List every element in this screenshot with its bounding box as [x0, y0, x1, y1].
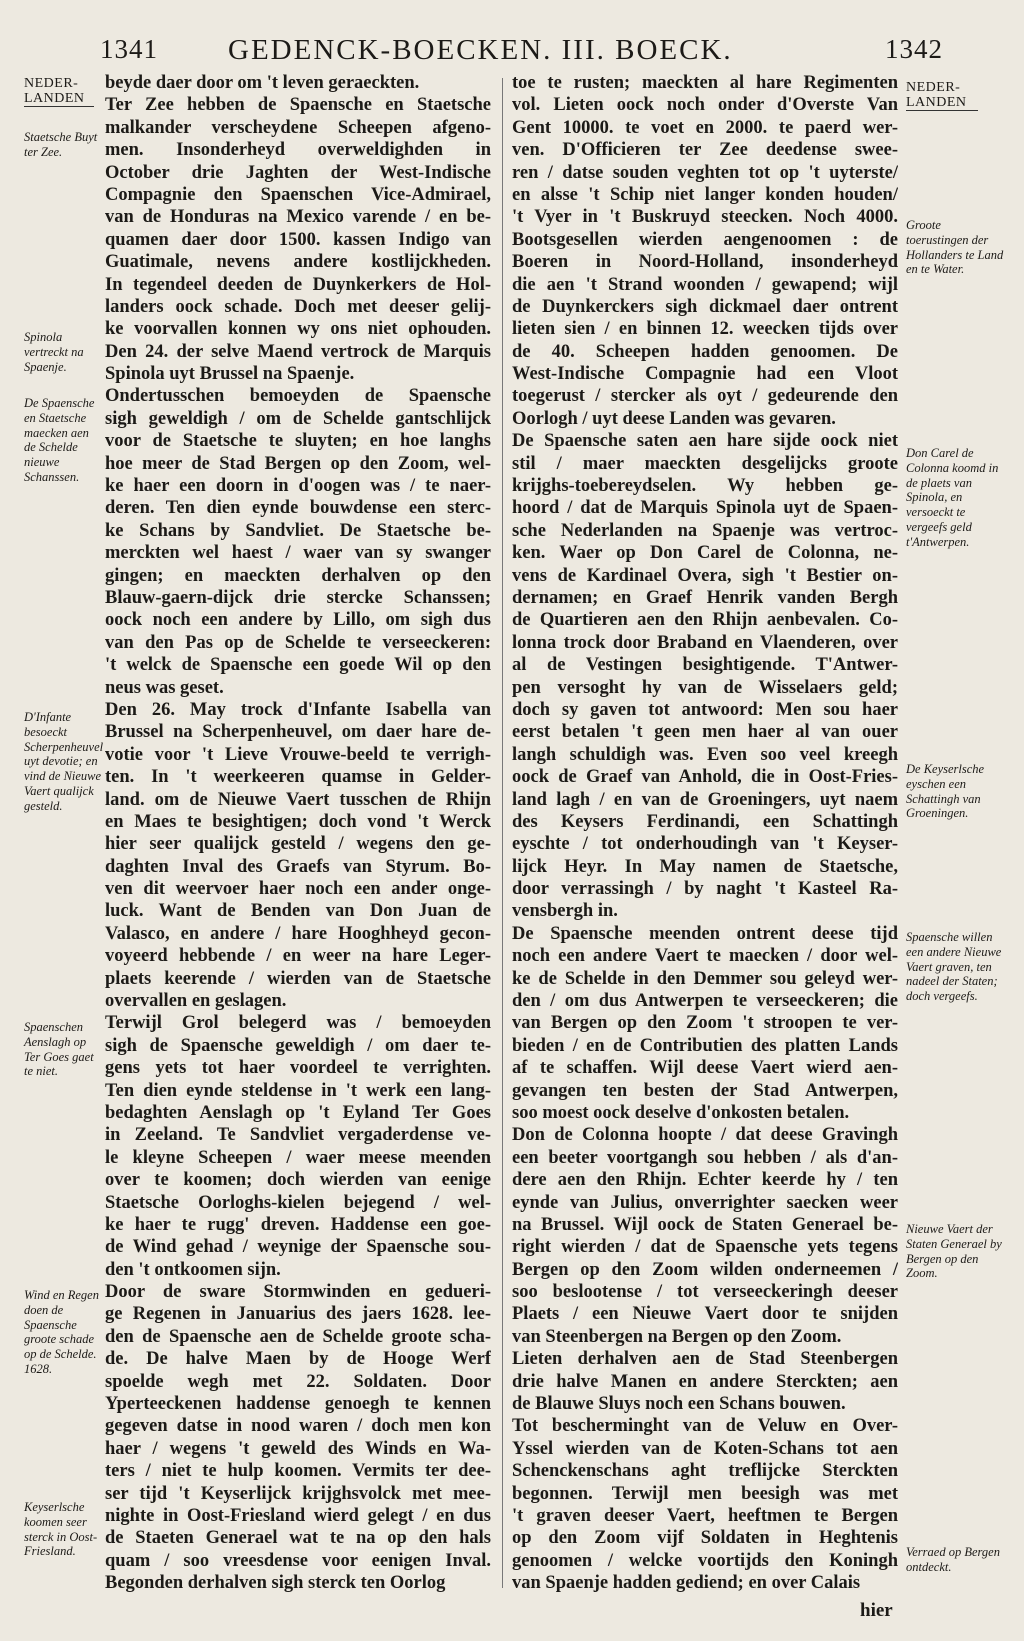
- text-line: ven. D'Officieren ter Zee deedense swee-: [512, 140, 898, 161]
- text-line: ge Regenen in Januarius des jaers 1628. lee-: [105, 1304, 491, 1325]
- text-line: ren / datse souden veghten tot op 't uyterste/: [512, 162, 898, 183]
- text-line: De Spaensche saten aen hare sijde oock niet: [512, 431, 898, 452]
- text-line: Begonden derhalven sigh sterck ten Oorlog: [105, 1573, 446, 1594]
- margin-note-left: Keyserlsche koomen seer sterck in Oost-Friesland.: [24, 1500, 98, 1559]
- text-line: af te schaffen. Wijl deese Vaert wierd aen-: [512, 1058, 898, 1079]
- text-line: van den Pas op de Schelde te verseeckeren:: [105, 632, 491, 653]
- text-line: Spinola uyt Brussel na Spaenje.: [105, 364, 355, 385]
- text-line: vensbergh in.: [512, 901, 618, 922]
- text-line: de Wind gehad / weynige der Spaensche sou-: [105, 1237, 491, 1258]
- text-line: hoord / dat de Marquis Spinola uyt de Spaen-: [512, 498, 898, 519]
- text-line: den 't ontkoomen sijn.: [105, 1259, 281, 1280]
- text-line: drie halve Manen en andere Sterckten; aen: [512, 1371, 898, 1392]
- margin-note-left: Spinola vertreckt na Spaenje.: [24, 330, 84, 374]
- text-line: Staetsche Oorloghs-kielen bejegend / wel-: [105, 1192, 491, 1213]
- text-line: bieden / en de Contributien des platten Lands: [512, 1035, 898, 1056]
- text-line: krijghs-toebereydselen. Wy hebben ge-: [512, 476, 898, 497]
- text-line: Valasco, en andere / hare Hooghheyd gecon-: [105, 923, 491, 944]
- text-line: In tegendeel deeden de Duynkerkers de Hol-: [105, 274, 491, 295]
- text-line: beyde daer door om 't leven geraeckten.: [105, 73, 420, 93]
- text-line: genoomen / welcke voortijds den Koningh: [512, 1550, 898, 1571]
- text-line: deren. Ten dien eynde bouwdense een sterc-: [105, 498, 491, 519]
- text-line: Oorlogh / uyt deese Landen was gevaren.: [512, 408, 836, 429]
- text-line: des Keysers Ferdinandi, een Schattingh: [512, 811, 898, 832]
- margin-note-right: Groote toerustingen der Hollanders te Land en te Water.: [906, 218, 1004, 277]
- text-line: 't Vyer in 't Buskruyd steecken. Noch 4000.: [512, 207, 898, 228]
- text-line: West-Indische Compagnie had een Vloot: [512, 364, 898, 385]
- text-line: oock de Graef van Anhold, die in Oost-Fries-: [512, 767, 898, 788]
- text-line: le kleyne Scheepen / waer meese meenden: [105, 1147, 491, 1168]
- text-line: Brussel na Scherpenheuvel, om daer hare de-: [105, 722, 491, 743]
- text-line: voyeerd hebbende / en weer na hare Leger-: [105, 946, 491, 967]
- text-line: land. om de Nieuwe Vaert tusschen de Rhijn: [105, 789, 491, 810]
- text-line: ters / niet te hulp koomen. Vermits ter dee-: [105, 1461, 491, 1482]
- text-line: dere aen den Rhijn. Echter keerde hy / ten: [512, 1170, 898, 1191]
- text-line: eerst betalen 't geen men haer al van ouer: [512, 722, 898, 743]
- text-line: Gent 10000. te voet en 2000. te paerd wer-: [512, 117, 898, 138]
- text-line: Yssel wierden van de Koten-Schans tot aen: [512, 1438, 898, 1459]
- text-line: doch sy gaven tot antwoord: Men sou haer: [512, 699, 898, 720]
- text-line: van Steenbergen na Bergen op den Zoom.: [512, 1326, 842, 1347]
- text-line: de. De halve Maen by de Hooge Werf: [105, 1349, 491, 1370]
- text-line: begonnen. Terwijl men beesigh was met: [512, 1483, 898, 1504]
- text-line: gens yets tot haer voordeel te verrighten.: [105, 1058, 491, 1079]
- text-line: lieten sien / en binnen 12. weecken tijds over: [512, 319, 898, 340]
- text-line: bedaghten Aenslagh op 't Eyland Ter Goes: [105, 1102, 491, 1123]
- text-line: Ten dien eynde steldense in 't werk een lang-: [105, 1080, 491, 1101]
- margin-note-left: D'Infante besoeckt Scherpenheuvel uyt devotie; en vind de Nieuwe Vaert qualijck gesteld.: [24, 710, 104, 813]
- text-line: ser tijd 't Keyserlijck krijghsvolck met mee-: [105, 1483, 491, 1504]
- catchword: hier: [860, 1600, 893, 1621]
- text-line: lonna trock door Braband en Vlaenderen, over: [512, 632, 898, 653]
- text-line: soo beslootense / tot verseeckeringh deeser: [512, 1282, 898, 1303]
- text-line: Bergen op den Zoom wilden onderneemen /: [512, 1259, 898, 1280]
- text-line: Ondertusschen bemoeyden de Spaensche: [105, 386, 491, 407]
- text-line: Guatimale, nevens andere kostlijckheden.: [105, 252, 491, 273]
- text-line: die aen 't Strand woonden / gewapend; wijl: [512, 274, 898, 295]
- text-line: Den 26. May trock d'Infante Isabella van: [105, 699, 491, 720]
- text-line: toegerust / stercker als oyt / gedeurende den: [512, 386, 898, 407]
- text-line: stil / maer maeckten desgelijcks groote: [512, 453, 898, 474]
- text-line: gingen; en maeckten derhalven op den: [105, 565, 491, 586]
- text-line: en Maes te besightigen; doch vond 't Werck: [105, 811, 491, 832]
- text-line: de Staeten Generael wat te na op den hals: [105, 1528, 491, 1549]
- text-line: Tot bescherminght van de Veluw en Over-: [512, 1416, 898, 1437]
- text-line: vol. Lieten oock noch onder d'Overste Van: [512, 95, 898, 116]
- text-line: ke voorvallen konnen wy ons niet ophouden.: [105, 319, 491, 340]
- text-line: soo moest oock deselve d'onkosten betalen.: [512, 1102, 850, 1123]
- text-line: ven dit weervoer haer noch een ander onge-: [105, 879, 491, 900]
- text-line: van de Honduras na Mexico varende / en be-: [105, 207, 491, 228]
- text-line: malkander verscheydene Scheepen afgeno-: [105, 117, 491, 138]
- text-line: eynde van Julius, onverrighter saecken weer: [512, 1192, 898, 1213]
- text-line: 't welck de Spaensche een goede Wil op den: [105, 655, 491, 676]
- text-line: spoelde wegh met 22. Soldaten. Door: [105, 1371, 491, 1392]
- text-line: door verrassingh / by naght 't Kasteel Ra-: [512, 879, 898, 900]
- text-line: ke haer te rugg' dreven. Haddense een goe-: [105, 1214, 491, 1235]
- text-line: oock noch een andere by Lillo, om sigh dus: [105, 610, 491, 631]
- text-line: al de Vestingen besightigende. T'Antwer-: [512, 655, 898, 676]
- margin-note-left: Spaenschen Aenslagh op Ter Goes gaet te niet.: [24, 1020, 94, 1079]
- text-line: right wierden / dat de Spaensche yets tegens: [512, 1237, 898, 1258]
- text-line: haer / wegens 't geweld des Winds en Wa-: [105, 1438, 491, 1459]
- text-line: hoe meer de Stad Bergen op den Zoom, wel-: [105, 453, 491, 474]
- text-line: Schenckenschans aght treflijcke Sterckten: [512, 1461, 898, 1482]
- section-label-left: NEDER-LANDEN: [24, 76, 94, 107]
- text-line: Lieten derhalven aen de Stad Steenbergen: [512, 1349, 898, 1370]
- text-line: Ter Zee hebben de Spaensche en Staetsche: [105, 95, 491, 116]
- page-number-right: 1342: [885, 34, 943, 64]
- margin-note-left: De Spaensche en Staetsche maecken aen de Schelde nieuwe Schanssen.: [24, 396, 95, 484]
- text-line: toe te rusten; maeckten al hare Regimenten: [512, 73, 898, 93]
- text-line: men. Insonderheyd overweldighden in: [105, 140, 491, 161]
- text-line: gegeven datse in nood waren / doch men kon: [105, 1416, 491, 1437]
- margin-note-right: De Keyserlsche eyschen een Schattingh van Groeningen.: [906, 762, 985, 821]
- text-line: land lagh / en van de Groeningers, uyt naem: [512, 789, 898, 810]
- margin-note-right: Spaensche willen een andere Nieuwe Vaert graven, ten nadeel der Staten; doch vergeefs.: [906, 930, 1002, 1004]
- text-line: luck. Want de Benden van Don Juan de: [105, 901, 491, 922]
- text-line: langh schuldigh was. Even soo veel kreegh: [512, 744, 898, 765]
- text-line: Blauw-gaern-dijck drie stercke Schanssen;: [105, 587, 491, 608]
- text-line: ke haer een doorn in d'oogen was / te naer-: [105, 476, 491, 497]
- text-line: Plaets / een Nieuwe Vaert door te snijden: [512, 1304, 898, 1325]
- text-line: sigh geweldigh / om de Schelde gantschlijck: [105, 408, 491, 429]
- text-line: over te koomen; doch wierden van eenige: [105, 1170, 491, 1191]
- text-line: na Brussel. Wijl oock de Staten Generael be-: [512, 1214, 898, 1235]
- text-line: en alsse 't Schip niet langer konden houden/: [512, 184, 898, 205]
- text-line: eyschte / tot onderhoudingh van 't Keyser-: [512, 834, 898, 855]
- text-line: quam / soo vreesdense voor eenigen Inval.: [105, 1550, 491, 1571]
- text-line: votie voor 't Lieve Vrouwe-beeld te verrigh-: [105, 744, 491, 765]
- text-line: hier seer qualijck gesteld / wegens den ge-: [105, 834, 491, 855]
- text-line: Compagnie den Spaenschen Vice-Admirael,: [105, 184, 491, 205]
- text-line: een beeter voortgangh sou hebben / als d'an-: [512, 1147, 898, 1168]
- text-line: Terwijl Grol belegerd was / bemoeyden: [105, 1013, 491, 1034]
- text-line: nighte in Oost-Friesland wierd gelegt / en dus: [105, 1506, 491, 1526]
- section-label-right: NEDER-LANDEN: [906, 80, 978, 111]
- text-line: Boeren in Noord-Holland, insonderheyd: [512, 252, 898, 273]
- right-text-column: [512, 72, 898, 1595]
- left-text-column: [105, 72, 491, 1595]
- text-line: voor de Staetsche te sluyten; en hoe langhs: [105, 431, 491, 452]
- text-line: overvallen en geslagen.: [105, 991, 287, 1012]
- column-divider: [502, 78, 503, 1588]
- text-line: Don de Colonna hoopte / dat deese Gravingh: [512, 1125, 898, 1146]
- text-line: de Duynkerckers sigh dickmael daer ontrent: [512, 296, 898, 317]
- text-line: op den Zoom vijf Soldaten in Heghtenis: [512, 1528, 898, 1549]
- text-line: den / om dus Antwerpen te verseeckeren; die: [512, 991, 898, 1012]
- text-line: landers oock schade. Doch met deeser gelij-: [105, 296, 491, 317]
- text-line: De Spaensche meenden ontrent deese tijd: [512, 923, 898, 944]
- text-line: daghten Inval des Graefs van Styrum. Bo-: [105, 856, 491, 877]
- text-line: October drie Jaghten der West-Indische: [105, 162, 491, 183]
- text-line: de Quartieren aen den Rhijn aenbevalen. Co-: [512, 610, 898, 631]
- text-line: 't graven deeser Vaert, heeftmen te Bergen: [512, 1506, 898, 1526]
- margin-note-right: Don Carel de Colonna koomd in de plaets van Spinola, en versoeckt te vergeefs geld t'Antwerpen.: [906, 446, 999, 549]
- text-line: ten. In 't weerkeeren quamse in Gelder-: [105, 767, 491, 788]
- text-line: dernamen; en Graef Henrik vanden Bergh: [512, 587, 898, 608]
- text-line: van Bergen op den Zoom 't stroopen te ver-: [512, 1013, 898, 1034]
- margin-note-left: Staetsche Buyt ter Zee.: [24, 130, 98, 159]
- text-line: van Spaenje hadden gediend; en over Calais: [512, 1573, 861, 1594]
- text-line: merckten wel haest / waer van sy swanger: [105, 543, 491, 564]
- text-line: sche Nederlanden na Spaenje was vertroc-: [512, 520, 898, 541]
- text-line: de Blauwe Sluys noch een Schans bouwen.: [512, 1394, 846, 1415]
- text-line: in Zeeland. Te Sandvliet vergaderdense ve-: [105, 1125, 491, 1146]
- text-line: vens de Kardinael Overa, sigh 't Bestier on-: [512, 565, 898, 586]
- text-line: lijck Heyr. In May namen de Staetsche,: [512, 856, 898, 877]
- text-line: gevangen ten besten der Stad Antwerpen,: [512, 1080, 898, 1101]
- text-line: plaets keerende / wierden van de Staetsche: [105, 968, 491, 989]
- text-line: pen versoght hy van de Wisselaers geld;: [512, 677, 898, 698]
- text-line: Yperteeckenen haddense genoegh te kennen: [105, 1394, 491, 1415]
- text-line: quamen daer door 1500. kassen Indigo van: [105, 229, 491, 250]
- margin-note-right: Verraed op Bergen ontdeckt.: [906, 1545, 1000, 1574]
- running-title: GEDENCK-BOECKEN. III. BOECK.: [228, 34, 733, 66]
- margin-note-left: Wind en Regen doen de Spaensche groote schade op de Schelde. 1628.: [24, 1288, 99, 1376]
- text-line: de 40. Scheepen hadden genoomen. De: [512, 341, 898, 362]
- text-line: ken. Waer op Don Carel de Colonna, ne-: [512, 543, 898, 564]
- text-line: noch een andere Vaert te maecken / door wel-: [512, 946, 898, 967]
- text-line: Door de sware Stormwinden en gedueri-: [105, 1282, 491, 1303]
- text-line: sigh de Spaensche geweldigh / om daer te-: [105, 1035, 491, 1056]
- text-line: Den 24. der selve Maend vertrock de Marquis: [105, 341, 491, 362]
- text-line: den de Spaensche aen de Schelde groote scha-: [105, 1326, 491, 1347]
- text-line: ke Schans by Sandvliet. De Staetsche be-: [105, 520, 491, 541]
- text-line: neus was geset.: [105, 677, 224, 698]
- margin-note-right: Nieuwe Vaert der Staten Generael by Bergen op den Zoom.: [906, 1222, 1002, 1281]
- text-line: ke de Schelde in den Demmer sou geleyd wer-: [512, 968, 898, 989]
- text-line: Bootsgesellen wierden aengenoomen : de: [512, 229, 898, 250]
- page-number-left: 1341: [100, 34, 158, 64]
